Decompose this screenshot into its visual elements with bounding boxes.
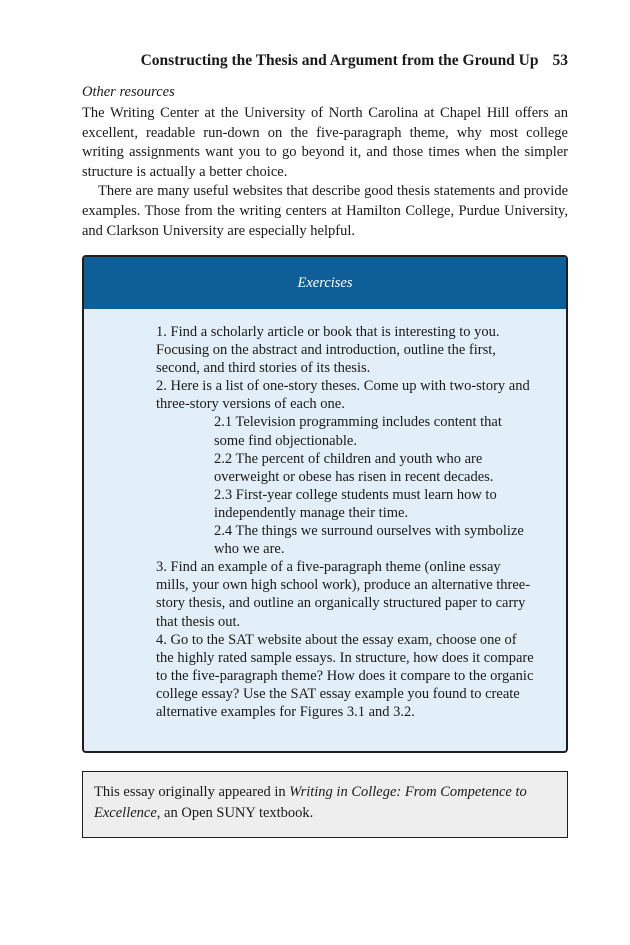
paragraph-websites: There are many useful websites that describe good thesis statements and provide examples. Those from the writing centers at Hamilton College, Purdue University, and Clarkson University are especially helpful. xyxy=(82,183,568,239)
exercise-item: 4. Go to the SAT website about the essay exam, choose one of the highly rated sample essays. In structure, how does it compare to the five-paragraph theme? How does it compare to the organic college essay? Use the SAT essay example you found to create alternative examples for Figures 3.1 and 3.2. xyxy=(156,631,534,720)
exercise-list xyxy=(156,323,536,721)
running-header xyxy=(82,50,568,72)
body-text xyxy=(82,104,568,241)
exercises-box xyxy=(82,255,568,753)
section-heading: Other resources xyxy=(82,84,175,100)
exercise-item: 2. Here is a list of one-story theses. Come up with two-story and three-story versions of each one. xyxy=(156,378,530,413)
page-number: 53 xyxy=(552,52,568,69)
exercise-item: 3. Find an example of a five-paragraph theme (online essay mills, your own high school work), produce an alternative three-story thesis, and outline an organically structured paper to carry that thesis out. xyxy=(156,559,531,630)
exercises-title: Exercises xyxy=(84,257,566,309)
source-book-title: Writing in College: From Competence to Excellence xyxy=(94,784,527,821)
running-header-title: Constructing the Thesis and Argument from the Ground Up xyxy=(140,52,539,69)
exercise-subitem: 2.2 The percent of children and youth who are overweight or obese has risen in recent decades. xyxy=(214,450,494,485)
source-note-suffix: , an Open SUNY textbook. xyxy=(156,805,314,821)
exercise-subitem: 2.4 The things we surround ourselves with symbolize who we are. xyxy=(214,523,524,558)
source-note xyxy=(82,771,568,838)
paragraph-writing-center: The Writing Center at the University of North Carolina at Chapel Hill offers an excellent, readable run-down on the five-paragraph theme, why most college writing assignments want you to go beyond it, and those times when the simpler structure is actually a better choice. xyxy=(82,105,568,180)
exercise-subitem: 2.3 First-year college students must learn how to independently manage their time. xyxy=(214,486,497,521)
exercise-subitem: 2.1 Television programming includes content that some find objectionable. xyxy=(214,414,502,449)
exercise-item: 1. Find a scholarly article or book that is interesting to you. Focusing on the abstract and introduction, outline the first, second, and third stories of its thesis. xyxy=(156,324,500,377)
source-note-prefix: This essay originally appeared in xyxy=(94,784,290,800)
